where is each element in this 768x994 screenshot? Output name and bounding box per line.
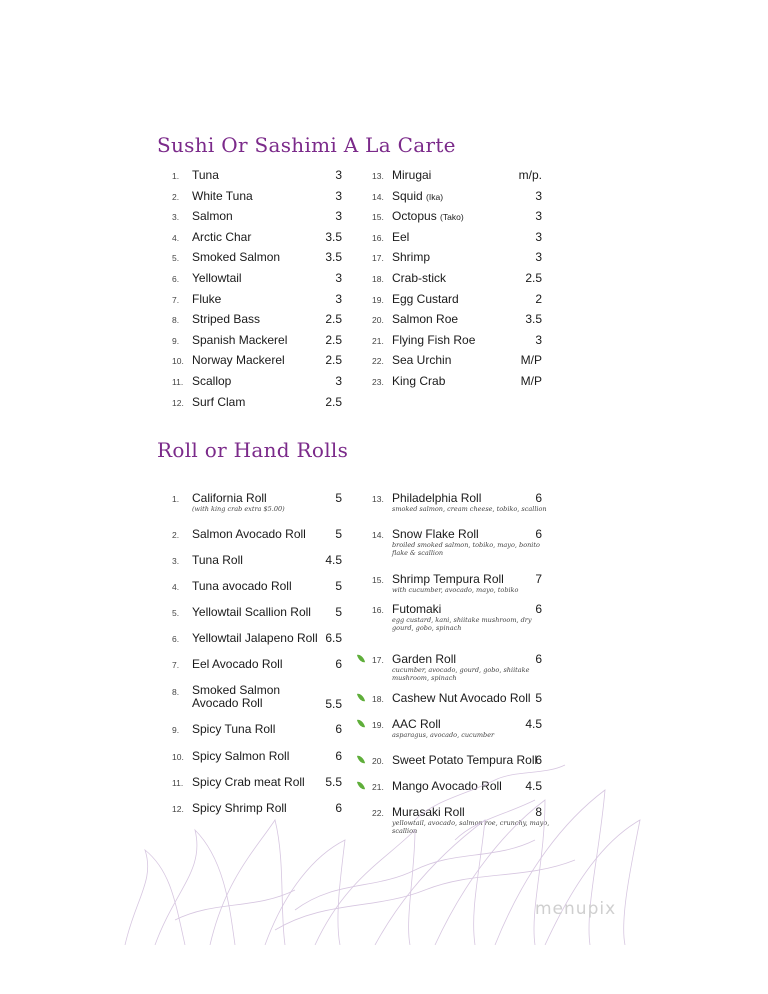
item-description: with cucumber, avocado, mayo, tobiko (392, 586, 519, 594)
item-price: 5 (535, 691, 542, 705)
item-name-text: Tuna Roll (192, 553, 243, 567)
item-note: (Ika) (426, 191, 444, 202)
item-name-text: Egg Custard (392, 291, 459, 306)
item-price: 5 (335, 491, 342, 505)
item-name-line2: Avocado Roll (192, 696, 263, 710)
vegetarian-leaf-icon (357, 718, 365, 728)
item-name (392, 491, 481, 505)
item-price: 3.5 (325, 229, 342, 244)
item-name-text: Yellowtail Scallion Roll (192, 605, 311, 619)
item-name-text: Spicy Salmon Roll (192, 749, 290, 763)
item-name-text: Squid (392, 188, 423, 203)
item-price: 3 (335, 291, 342, 306)
item-number: 9. (172, 335, 180, 346)
item-price: 3 (335, 374, 342, 388)
item-number: 17. (372, 253, 384, 264)
item-name-text: Scallop (192, 374, 232, 388)
item-number: 22. (372, 356, 384, 367)
item-name (192, 209, 233, 223)
item-name-text: Shrimp Tempura Roll (392, 572, 504, 586)
item-number: 19. (372, 294, 384, 305)
item-name-text: Tuna (192, 168, 219, 182)
item-price: 3 (335, 271, 342, 285)
item-number: 16. (372, 605, 384, 615)
item-name-text: Norway Mackerel (192, 353, 285, 368)
item-number: 14. (372, 530, 384, 540)
item-price: 2.5 (525, 271, 542, 285)
item-name-text: Eel Avocado Roll (192, 657, 283, 671)
item-name (392, 691, 531, 705)
item-name-text: Yellowtail (192, 271, 242, 285)
item-name (192, 333, 287, 347)
item-price: 2.5 (325, 312, 342, 327)
item-name-text: Salmon (192, 209, 233, 224)
item-number: 18. (372, 694, 384, 704)
item-description: smoked salmon, cream cheese, tobiko, scallion (392, 505, 547, 513)
item-number: 5. (172, 253, 180, 264)
item-price: 3 (335, 168, 342, 182)
item-number: 6. (172, 634, 180, 644)
item-name (392, 168, 431, 182)
item-name-text: Sweet Potato Tempura Roll (392, 753, 538, 767)
item-price: 6 (535, 527, 542, 541)
item-name (392, 230, 409, 244)
item-name (392, 652, 456, 666)
item-price: 5 (335, 579, 342, 593)
rolls-heading: Roll or Hand Rolls (157, 438, 349, 462)
item-number: 1. (172, 494, 180, 504)
item-name-text: Salmon Roe (392, 312, 459, 327)
item-name (392, 374, 445, 388)
item-price: 6 (535, 753, 542, 767)
item-number: 12. (172, 804, 184, 814)
item-name-text: King Crab (392, 374, 446, 388)
item-name (392, 527, 479, 541)
item-name-text: California Roll (192, 491, 267, 505)
item-description: egg custard, kani, shiitake mushroom, dry gourd, gobo, spinach (392, 616, 532, 632)
item-number: 11. (172, 778, 184, 788)
item-name-text: Mango Avocado Roll (392, 779, 502, 793)
item-name (392, 602, 441, 616)
item-name-text: Arctic Char (192, 229, 252, 244)
item-name-text: Cashew Nut Avocado Roll (392, 691, 531, 705)
item-name-text: Garden Roll (392, 652, 457, 666)
item-number: 4. (172, 232, 180, 243)
item-price: M/P (520, 374, 542, 388)
item-price: 3 (535, 229, 542, 244)
item-price: 6 (335, 749, 342, 763)
item-number: 8. (172, 687, 180, 697)
item-number: 6. (172, 274, 180, 284)
item-number: 10. (172, 356, 184, 367)
item-price: 5 (335, 605, 342, 619)
item-number: 7. (172, 294, 180, 305)
item-name-text: Smoked Salmon (192, 683, 281, 697)
item-name (192, 189, 253, 203)
item-number: 20. (372, 756, 384, 766)
item-number: 21. (372, 782, 384, 792)
item-name (192, 230, 251, 244)
item-name-text: Tuna avocado Roll (192, 579, 292, 593)
item-name (192, 312, 260, 326)
item-name (192, 353, 285, 367)
item-price: 6 (535, 602, 542, 616)
item-price: 3 (535, 332, 542, 347)
item-price: 4.5 (525, 779, 542, 793)
item-name-text: Spicy Tuna Roll (192, 722, 276, 736)
item-price: 4.5 (525, 717, 542, 731)
item-number: 2. (172, 191, 180, 202)
item-number: 23. (372, 377, 384, 387)
item-price: 5 (335, 527, 342, 541)
item-name (192, 579, 292, 593)
item-name-text: AAC Roll (392, 717, 441, 731)
item-name (392, 717, 441, 731)
item-number: 7. (172, 660, 180, 670)
item-name-text: Murasaki Roll (392, 805, 465, 819)
item-name (192, 722, 275, 736)
item-price: m/p. (518, 168, 542, 182)
item-number: 5. (172, 608, 180, 618)
item-number: 9. (172, 725, 180, 735)
item-number: 4. (172, 582, 180, 592)
item-name (192, 527, 306, 541)
item-name (192, 395, 245, 409)
item-name (192, 631, 318, 645)
item-number: 8. (172, 315, 180, 326)
item-number: 14. (372, 191, 384, 202)
item-name-text: Spanish Mackerel (192, 332, 288, 347)
vegetarian-leaf-icon (357, 692, 365, 702)
item-name (192, 553, 243, 567)
item-price: 2.5 (325, 332, 342, 347)
item-description: broiled smoked salmon, tobiko, mayo, bonito flake & scallion (392, 541, 540, 557)
item-price: 6 (535, 652, 542, 666)
item-name-text: Futomaki (392, 602, 442, 616)
item-description: yellowtail, avocado, salmon roe, crunchy, mayo, scallion (392, 819, 550, 835)
item-price: 6 (335, 801, 342, 815)
item-number: 19. (372, 720, 384, 730)
item-name (392, 312, 458, 326)
item-price: 3.5 (325, 250, 342, 265)
item-number: 2. (172, 530, 180, 540)
item-number: 11. (172, 377, 184, 387)
item-name (192, 657, 283, 671)
item-name-text: Yellowtail Jalapeno Roll (192, 631, 318, 645)
vegetarian-leaf-icon (357, 653, 365, 663)
item-price: 2.5 (325, 353, 342, 368)
item-number: 13. (372, 171, 384, 181)
item-number: 12. (172, 397, 184, 408)
item-name (392, 209, 464, 223)
item-price: 3 (335, 209, 342, 224)
item-name-text: Spicy Shrimp Roll (192, 801, 287, 815)
item-number: 20. (372, 315, 384, 326)
item-number: 18. (372, 274, 384, 284)
item-price: 2.5 (325, 394, 342, 409)
item-name (192, 374, 231, 388)
item-price: 4.5 (325, 553, 342, 567)
item-name-text: Fluke (192, 291, 222, 306)
item-description: (with king crab extra $5.00) (192, 505, 285, 513)
item-price: 3 (535, 188, 542, 203)
item-name (192, 292, 221, 306)
sushi-left-column (172, 168, 342, 418)
item-name (392, 189, 443, 203)
item-name (192, 168, 219, 182)
item-price: 7 (535, 572, 542, 586)
item-name-text: Salmon Avocado Roll (192, 527, 306, 541)
item-price: 5.5 (325, 775, 342, 789)
item-name-text: White Tuna (192, 188, 253, 203)
menupix-watermark: menupix (535, 899, 617, 919)
item-name (392, 333, 475, 347)
item-price: 6 (335, 722, 342, 736)
item-price: 5.5 (325, 697, 342, 711)
item-number: 17. (372, 655, 384, 665)
item-name-text: Sea Urchin (392, 353, 452, 368)
item-price: 8 (535, 805, 542, 819)
item-note: (Tako) (440, 212, 464, 223)
item-name (192, 271, 242, 285)
item-name-text: Smoked Salmon (192, 250, 281, 265)
item-price: 6 (335, 657, 342, 671)
item-name-text: Snow Flake Roll (392, 527, 479, 541)
item-name (392, 250, 430, 264)
item-name-text: Spicy Crab meat Roll (192, 775, 305, 789)
item-price: 2 (535, 291, 542, 306)
item-number: 1. (172, 171, 180, 181)
item-number: 3. (172, 556, 180, 566)
item-price: M/P (520, 353, 542, 368)
item-name (192, 684, 280, 710)
sushi-right-column (372, 168, 542, 398)
item-description: cucumber, avocado, gourd, gobo, shiitake mushroom, spinach (392, 666, 530, 682)
item-price: 3.5 (525, 312, 542, 327)
item-name (392, 572, 504, 586)
item-name (392, 353, 451, 367)
item-number: 3. (172, 212, 180, 223)
item-number: 15. (372, 575, 384, 585)
item-name (392, 271, 446, 285)
item-price: 3 (535, 250, 542, 265)
item-number: 10. (172, 752, 184, 762)
item-price: 6.5 (325, 631, 342, 645)
item-price: 3 (335, 188, 342, 203)
item-name-text: Eel (392, 229, 410, 244)
item-name-text: Philadelphia Roll (392, 491, 482, 505)
item-number: 21. (372, 335, 384, 346)
item-number: 16. (372, 232, 384, 243)
item-name (192, 250, 280, 264)
item-number: 22. (372, 808, 384, 818)
item-name-text: Shrimp (392, 250, 431, 265)
item-name-text: Mirugai (392, 168, 432, 182)
item-name (192, 605, 311, 619)
item-name-text: Crab-stick (392, 271, 447, 285)
item-description: asparagus, avocado, cucumber (392, 731, 495, 739)
item-price: 3 (535, 209, 542, 224)
item-name (192, 491, 267, 505)
item-name-text: Flying Fish Roe (392, 332, 476, 347)
item-name-text: Surf Clam (192, 394, 246, 409)
item-price: 6 (535, 491, 542, 505)
item-number: 13. (372, 494, 384, 504)
item-number: 15. (372, 212, 384, 223)
item-name (392, 292, 459, 306)
item-name-text: Octopus (392, 209, 437, 224)
item-name-text: Striped Bass (192, 312, 261, 327)
sushi-heading: Sushi Or Sashimi A La Carte (157, 133, 456, 157)
